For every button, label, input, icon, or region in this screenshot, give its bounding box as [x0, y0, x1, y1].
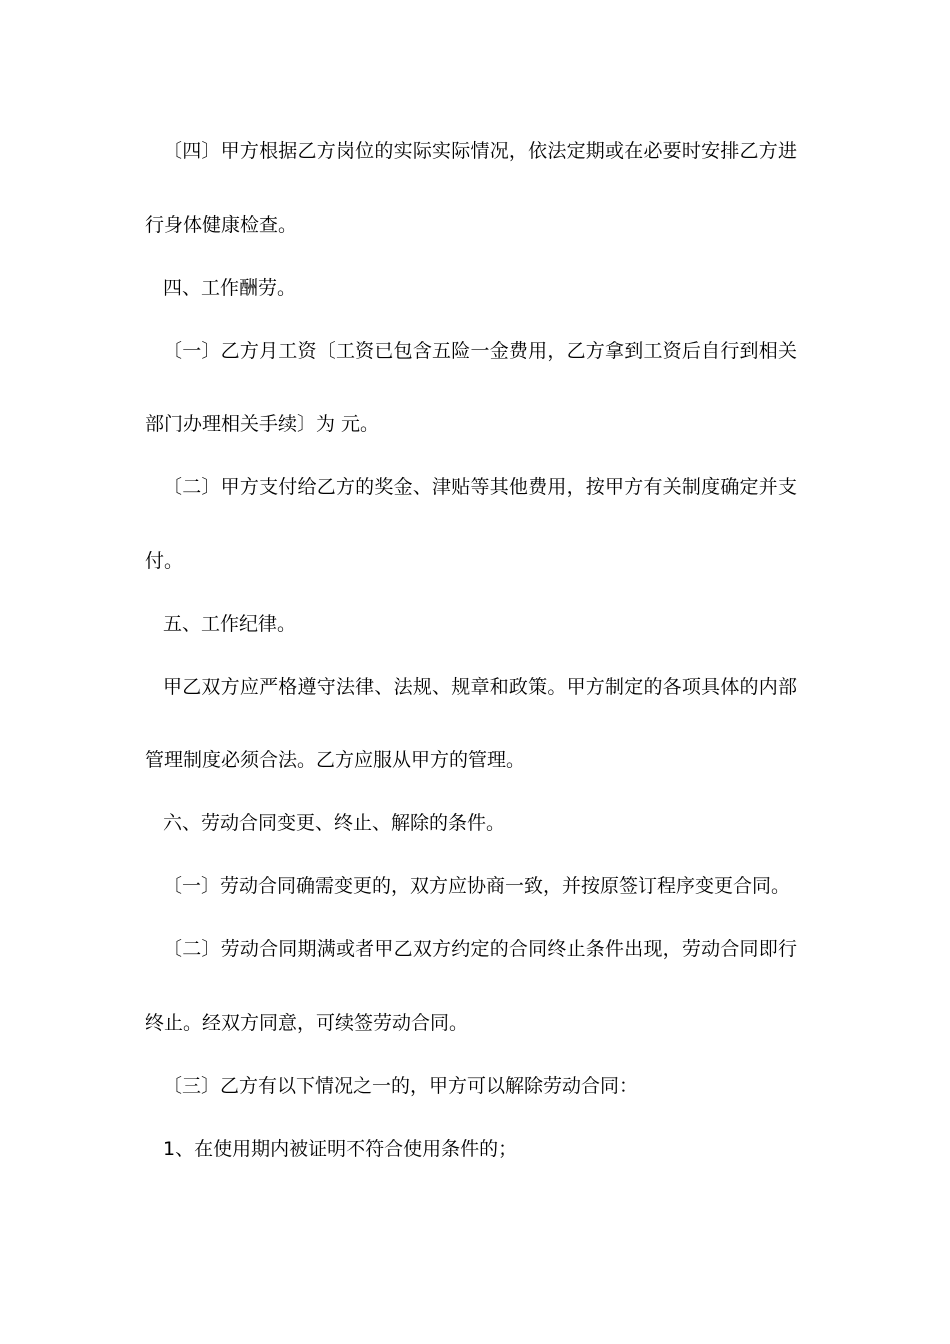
paragraph-line: 〔二〕劳动合同期满或者甲乙双方约定的合同终止条件出现，劳动合同即行	[163, 938, 797, 960]
section-heading: 六、劳动合同变更、终止、解除的条件。	[163, 812, 506, 834]
paragraph-line: 〔三〕乙方有以下情况之一的，甲方可以解除劳动合同：	[163, 1075, 639, 1097]
paragraph-line: 终止。经双方同意，可续签劳动合同。	[145, 1012, 469, 1034]
paragraph-line: 部门办理相关手续〕为 元。	[145, 413, 380, 435]
paragraph-line: 付。	[145, 550, 184, 572]
paragraph-line: 〔一〕劳动合同确需变更的，双方应协商一致，并按原签订程序变更合同。	[163, 875, 791, 897]
section-heading: 五、工作纪律。	[163, 613, 297, 635]
paragraph-line: 〔四〕甲方根据乙方岗位的实际实际情况，依法定期或在必要时安排乙方进	[163, 140, 797, 162]
paragraph-line: 甲乙双方应严格遵守法律、法规、规章和政策。甲方制定的各项具体的内部	[163, 676, 797, 698]
list-item: 1、在使用期内被证明不符合使用条件的；	[163, 1138, 518, 1160]
paragraph-line: 行身体健康检查。	[145, 214, 298, 236]
paragraph-line: 〔一〕乙方月工资〔工资已包含五险一金费用，乙方拿到工资后自行到相关	[163, 340, 797, 362]
paragraph-line: 管理制度必须合法。乙方应服从甲方的管理。	[145, 749, 526, 771]
paragraph-line: 〔二〕甲方支付给乙方的奖金、津贴等其他费用，按甲方有关制度确定并支	[163, 476, 797, 498]
section-heading: 四、工作酬劳。	[163, 277, 297, 299]
